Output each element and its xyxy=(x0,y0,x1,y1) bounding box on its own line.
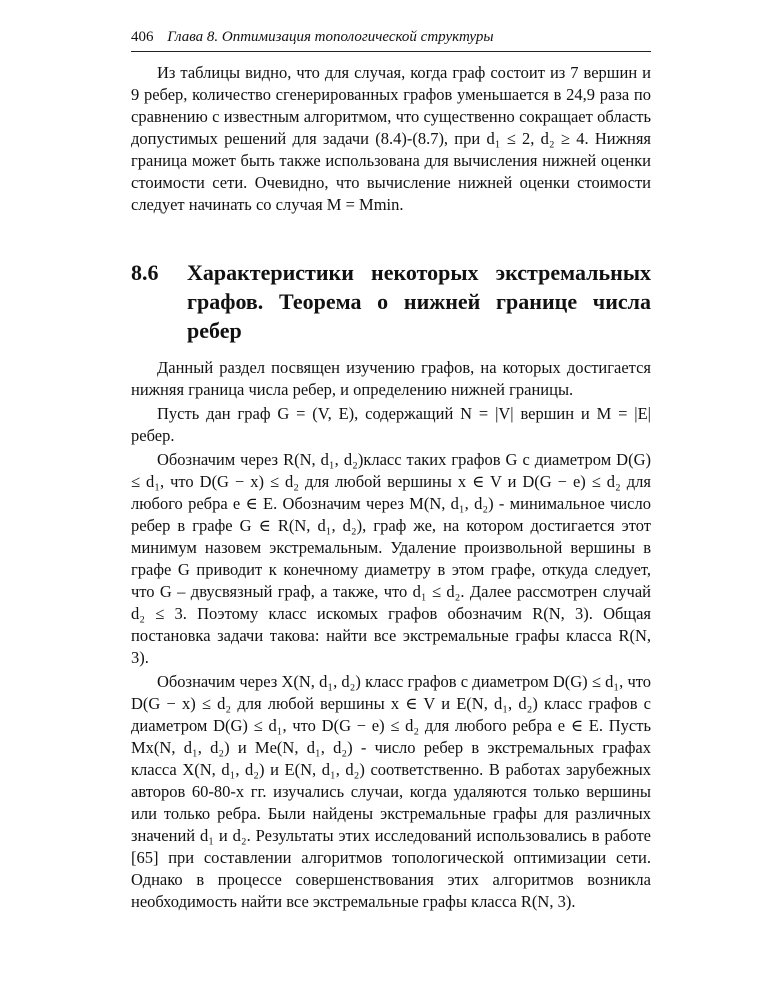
paragraph-4: Обозначим через X(N, d₁, d₂) класс графов с диаметром D(G) ≤ d₁, что D(G − x) ≤ d₂ для любой вершины x ∈ V и E(N, d₁, d₂) класс графов с диаметром D(G) ≤ d₁, что D(G − e) ≤ d₂ для любого ребра e ∈ E. Пусть Mx(N, d₁, d₂) и Me(N, d₁, d₂) - число ребер в экстремальных графах класса X(N, d₁, d₂) и E(N, d₁, d₂) соответственно. В работах зарубежных авторов 60-80-х гг. изучались случаи, когда удаляются только вершины или только ребра. Были найдены экстремальные графы для различных значений d₁ и d₂. Результаты этих исследований использовались в работе [65] при составлении алгоритмов топологической оптимизации сети. Однако в процессе совершенствования этих алгоритмов возникла необходимость найти все экстремальные графы класса R(N, 3). xyxy=(131,672,651,911)
paragraph-2: Пусть дан граф G = (V, E), содержащий N = |V| вершин и M = |E| ребер. xyxy=(131,404,651,445)
section-heading xyxy=(131,258,651,345)
intro-block xyxy=(131,62,651,216)
section-body xyxy=(131,357,651,915)
page-number: 406 xyxy=(131,29,154,45)
chapter-title: Глава 8. Оптимизация топологической структуры xyxy=(167,29,494,45)
section-number: 8.6 xyxy=(131,260,159,285)
intro-paragraph: Из таблицы видно, что для случая, когда граф состоит из 7 вершин и 9 ребер, количество сгенерированных графов уменьшается в 24,9 раза по сравнению с известным алгоритмом, что существенно сокращает область допустимых решений для задачи (8.4)-(8.7), при d₁ ≤ 2, d₂ ≥ 4. Нижняя граница может быть также использована для вычисления нижней оценки стоимости сети. Очевидно, что вычисление нижней оценки стоимости следует начинать со случая M = Mmin. xyxy=(131,63,651,214)
section-title: Характеристики некоторых экстремальных графов. Теорема о нижней границе числа ребер xyxy=(187,260,651,343)
paragraph-3: Обозначим через R(N, d₁, d₂)класс таких графов G с диаметром D(G) ≤ d₁, что D(G − x) ≤ d₂ для любой вершины x ∈ V и D(G − e) ≤ d₂ для любого ребра e ∈ E. Обозначим через M(N, d₁, d₂) - минимальное число ребер в графе G ∈ R(N, d₁, d₂), граф же, на котором достигается этот минимум назовем экстремальным. Удаление произвольной вершины в графе G приводит к конечному диаметру в этом графе, откуда следует, что G – двусвязный граф, а также, что d₁ ≤ d₂. Далее рассмотрен случай d₂ ≤ 3. Поэтому класс искомых графов обозначим R(N, 3). Общая постановка задачи такова: найти все экстремальные графы класса R(N, 3). xyxy=(131,450,651,667)
paragraph-1: Данный раздел посвящен изучению графов, на которых достигается нижняя граница числа ребер, и определению нижней границы. xyxy=(131,358,651,399)
header-rule xyxy=(131,51,651,52)
running-header xyxy=(131,27,651,47)
